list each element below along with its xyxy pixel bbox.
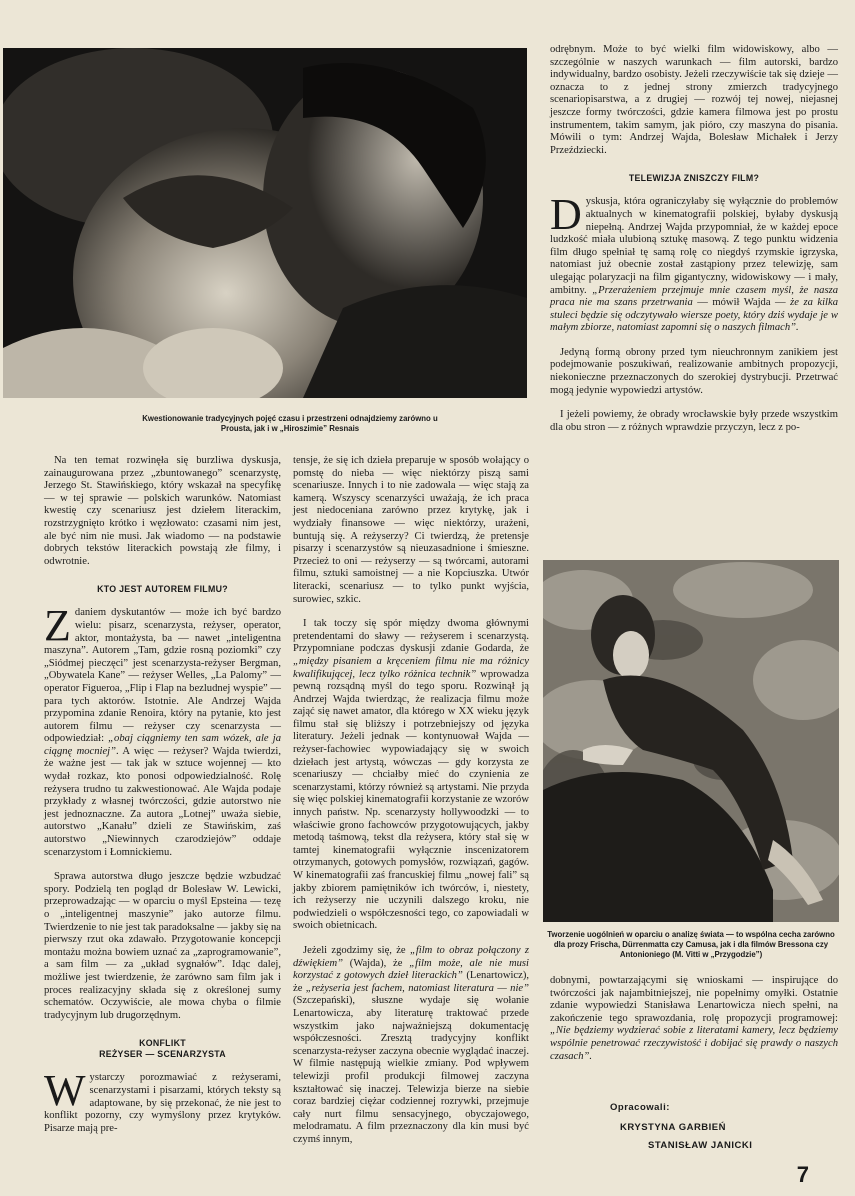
author-name: KRYSTYNA GARBIEŃ [620,1122,726,1133]
woman-on-rocks-image [543,560,839,922]
paragraph: Sprawa autorstwa długo jeszcze będzie wzbudzać spory. Podzielą ten pogląd dr Bolesław W. Lewicki, przeprowadzając — w oparciu o myśl Epsteina — tezę o „inteligentnej maszynie” jako autorze filmu. Twierdzenie to nie jest tak paradoksalne — jakby się na pierwszy rzut oka zdawało. Przygotowanie koncepcji montażu można bowiem uznać za „zaprogramowanie”, a sam film — za „układ sygnałów”. Idąc dalej, możliwe jest twierdzenie, że zarówno sam film jak i proces realizacyjny składa się z określonej sumy schematów. Oczywiście, ale mowa chyba o filmie tradycyjnym lub drugorzędnym. [44,871,281,1021]
paragraph: Jeżeli zgodzimy się, że „film to obraz połączony z dźwiękiem” (Wajda), że „film może, ale nie musi korzystać z gotowych dzieł literackich” (Lenartowicz), że „reżyseria jest fachem, natomiast literatura — nie” (Szczepański), słuszne wydaje się wołanie Lenartowicza, aby literaturę traktować przede wszystkim jako najważniejszą dokumentację współczesności. Zresztą tradycyjny konflikt scenarzysta-reżyser zaczyna obecnie wyglądać inaczej. W filmie następują wielkie zmiany. Pod wpływem telewizji profil produkcji filmowej zaczyna kształtować się inaczej. Telewizja bierze na siebie coraz bardziej ciężar codziennej rozrywki, przejmuje cały nurt filmu sensacyjnego, obyczajowego, melodramatu. A film przeznaczony dla kin musi być czymś innym, [293,944,529,1145]
drop-cap: D [550,190,582,240]
section-heading-conflict: KONFLIKT [139,1038,186,1049]
paragraph: Wystarczy porozmawiać z reżyserami, scenarzystami i pisarzami, których teksty są adaptowane, by się przekonać, że nie jest to konflikt pozorny, czy wymyślony przez krytyków. Pisarze mają pre- [44,1066,281,1134]
section-heading-author: KTO JEST AUTOREM FILMU? [97,584,228,595]
credit-label: Opracowali: [610,1102,670,1113]
right-photo [543,560,839,922]
top-photo-caption: Kwestionowanie tradycyjnych pojęć czasu i przestrzeni odnajdziemy zarówno u Prousta, jak i w „Hiroszimie” Resnais [142,414,438,433]
paragraph: tensje, że się ich dzieła preparuje w sposób wołający o pomstę do nieba — więc niektórzy piszą sami scenariusze. Innych i to nie zadowala — więc stają za kamerą. Wszyscy scenarzyści uważają, że ich praca jest niedoceniana zarówno przez krytykę, jak i wydziały finansowe — więc niektórzy, urażeni, buntują się. A reżyserzy? Ci twierdzą, że pretensje pisarzy i scenarzystów są nieuzasadnione i śmieszne. Przecież to oni — reżyserzy — są twórcami, autorami filmu, sztuki samoistnej — a nie Kopciuszka. Utwór literacki, scenariusz — to tylko punkt wyjścia, surowiec, szkic. [293,455,529,605]
section-heading-television: TELEWIZJA ZNISZCZY FILM? [628,173,760,184]
author-name: STANISŁAW JANICKI [648,1140,753,1151]
paragraph: dobnymi, powtarzającymi się wnioskami — inspirujące do twórczości jak najambitniejszej, nie popełnimy omyłki. Ostatnie zdanie wypowiedzi Stanisława Lenartowicza niech spełni, na zakończenie tego sprawozdania, rolę propozycji programowej: „Nie będziemy wydzierać sobie z literatami kamery, lecz będziemy wspólnie penetrować rzeczywistość i dobijać się prawdy o naszych czasach”. [550,975,838,1062]
paragraph: Dyskusja, która ograniczyłaby się wyłącznie do problemów aktualnych w kinematografii polskiej, byłaby dyskusją niepełną. Andrzej Wajda przypomniał, że w każdej epoce ludzkość miała ulubioną sztukę masową. Z tego punktu widzenia film długo spełniał tę samą rolę co niegdyś rzymskie igrzyska, natomiast już obecnie został zastąpiony przez telewizję, sam ulegając polaryzacji na film gigantyczny, widowiskowy — i mały, ambitny. „Przerażeniem przejmuje mnie czasem myśl, że nasza praca nie ma szans przetrwania — mówił Wajda — że za kilka stuleci będzie się odczytywało wiersze poety, który dziś wydaje je w małym zbiorze, natomiast zapomni się o naszych filmach”. [550,190,838,334]
page-number: 7 [796,1162,809,1187]
couple-photo-image [3,48,527,398]
paragraph: Na ten temat rozwinęła się burzliwa dyskusja, zainaugurowana przez „zbuntowanego” scenarzystę, Jerzego St. Stawińskiego, który wskazał na specyfikę — w tej sprawie — polskich warunków. Natomiast kwestię czy scenariusz jest dziełem literackim, rozstrzygnięto krótko i węzłowato: czasami nim jest, ale być nim nie musi. Jak wiadomo — na podstawie dobrych tekstów literackich powstają złe filmy, i odwrotnie. [44,455,281,567]
paragraph: odrębnym. Może to być wielki film widowiskowy, albo — szczególnie w naszych warunkach — film autorski, bardzo indywidualny, bardzo osobisty. Jeżeli rzeczywiście tak się dzieje — oznacza to z jednej strony zmierzch tradycyjnego scenariopisarstwa, a z drugiej — rozwój tej nowej, niejasnej jeszcze formy twórczości, gdzie kamera filmowa jest po prostu instrumentem, takim samym, jak pióro, czy maszyna do pisania. Mówili o tym: Andrzej Wajda, Bolesław Michałek i Jerzy Przeździecki. [550,44,838,156]
paragraph: Zdaniem dyskutantów — może ich być bardzo wielu: pisarz, scenarzysta, reżyser, operator, aktor, montażysta, ba — nawet „inteligentna maszyna”. Autorem „Tam, gdzie rosną poziomki” czy „Siódmej pieczęci” jest scenarzysta-reżyser Bergman, „Obywatela Kane” — reżyser Welles, „La Palomy” — operator Figueroa, „Flip i Flap na bezludnej wyspie” — para tych aktorów. Istotnie. Ale Andrzej Wajda przypomina zdanie Renoira, który na pytanie, kto jest autorem filmu — reżyser czy scenarzysta — odpowiedział: „obaj ciągniemy ten sam wózek, ale ja ciągnę mocniej”. A więc — reżyser? Wajda twierdzi, że ważne jest — tak jak w sztuce wojennej — kto wydał rozkaz, kto ponosi odpowiedzialność. Rolę reżysera trudno tu zakwestionować. Ale Wajda podaje przykłady z własnej twórczości, gdzie autorstwo nie jest jednoznaczne. Za autora „Lotnej” uważa siebie, autorstwo „Kanału” dzieli ze Stawińskim, zaś autorstwo „Niewinnych czarodziejów” oddaje scenarzystom i Łomnickiemu. [44,601,281,858]
drop-cap: Z [44,601,71,651]
column-left [44,455,281,1147]
paragraph: I jeżeli powiemy, że obrady wrocławskie były przede wszystkim dla obu stron — z różnych wprawdzie przyczyn, lecz z po- [550,409,838,433]
column-bottom-right [550,975,838,1075]
column-top-right [550,44,838,446]
column-middle [293,455,529,1158]
paragraph: Jedyną formą obrony przed tym nieuchronnym zanikiem jest podejmowanie poszukiwań, realizowanie ambitnych propozycji, niekonieczne przeznaczonych do szerokiej dystrybucji. Przetrwać mogą jedynie wypowiedzi artystów. [550,346,838,396]
paragraph: I tak toczy się spór między dwoma głównymi pretendentami do sławy — reżyserem i scenarzystą. Przypomniane podczas dyskusji zdanie Godarda, że „między pisaniem a kręceniem filmu nie ma różnicy kwalifikującej, lecz tylko różnica technik” wprowadza pewną rozsądną myśl do tego sporu. Rozwinął ją Andrzej Wajda twierdząc, że realizacja filmu może zająć się nawet amator, dla którego w XX wieku język filmu stał się bliższy i potrzebniejszy od języka literatury. Jeżeli jednak — kontynuował Wajda — reżyser-fachowiec wypowiadający się w swoich dziełach jest artystą, wówczas — gdy korzysta ze scenariuszy — chciałby mieć do czynienia ze scenarzystami, którzy również są artystami. Nie przyda się więc polskiej kinematografii korzystanie ze wzorów innych państw. Np. scenarzysty hollywoodzki — to właściwie grono fachowców przygotowujących, jakby metodą taśmową, tekst dla reżysera, który stał się w tamtej kinematografii wyłącznie inscenizatorem otrzymanych, gotowych pomysłów, rozwiązań, gagów. W kinematografii zaś francuskiej filmu „nowej fali” są jakby zbiorem pamiętników ich twórców, i, niestety, ich reżyserzy nie uczynili dalszego kroku, nie podwiedzieli o współczesności tego, co zapowiadali w swoich obietnicach. [293,618,529,932]
right-photo-caption: Tworzenie uogólnień w oparciu o analizę świata — to wspólna cecha zarówno dla prozy Frischa, Dürrenmatta czy Camusa, jak i dla filmów Bressona czy Antonioniego (M. Vitti w „Przygodzie”) [547,930,835,959]
section-heading-conflict-sub: REŻYSER — SCENARZYSTA [99,1049,226,1060]
top-photo [3,48,527,398]
drop-cap: W [44,1066,86,1116]
